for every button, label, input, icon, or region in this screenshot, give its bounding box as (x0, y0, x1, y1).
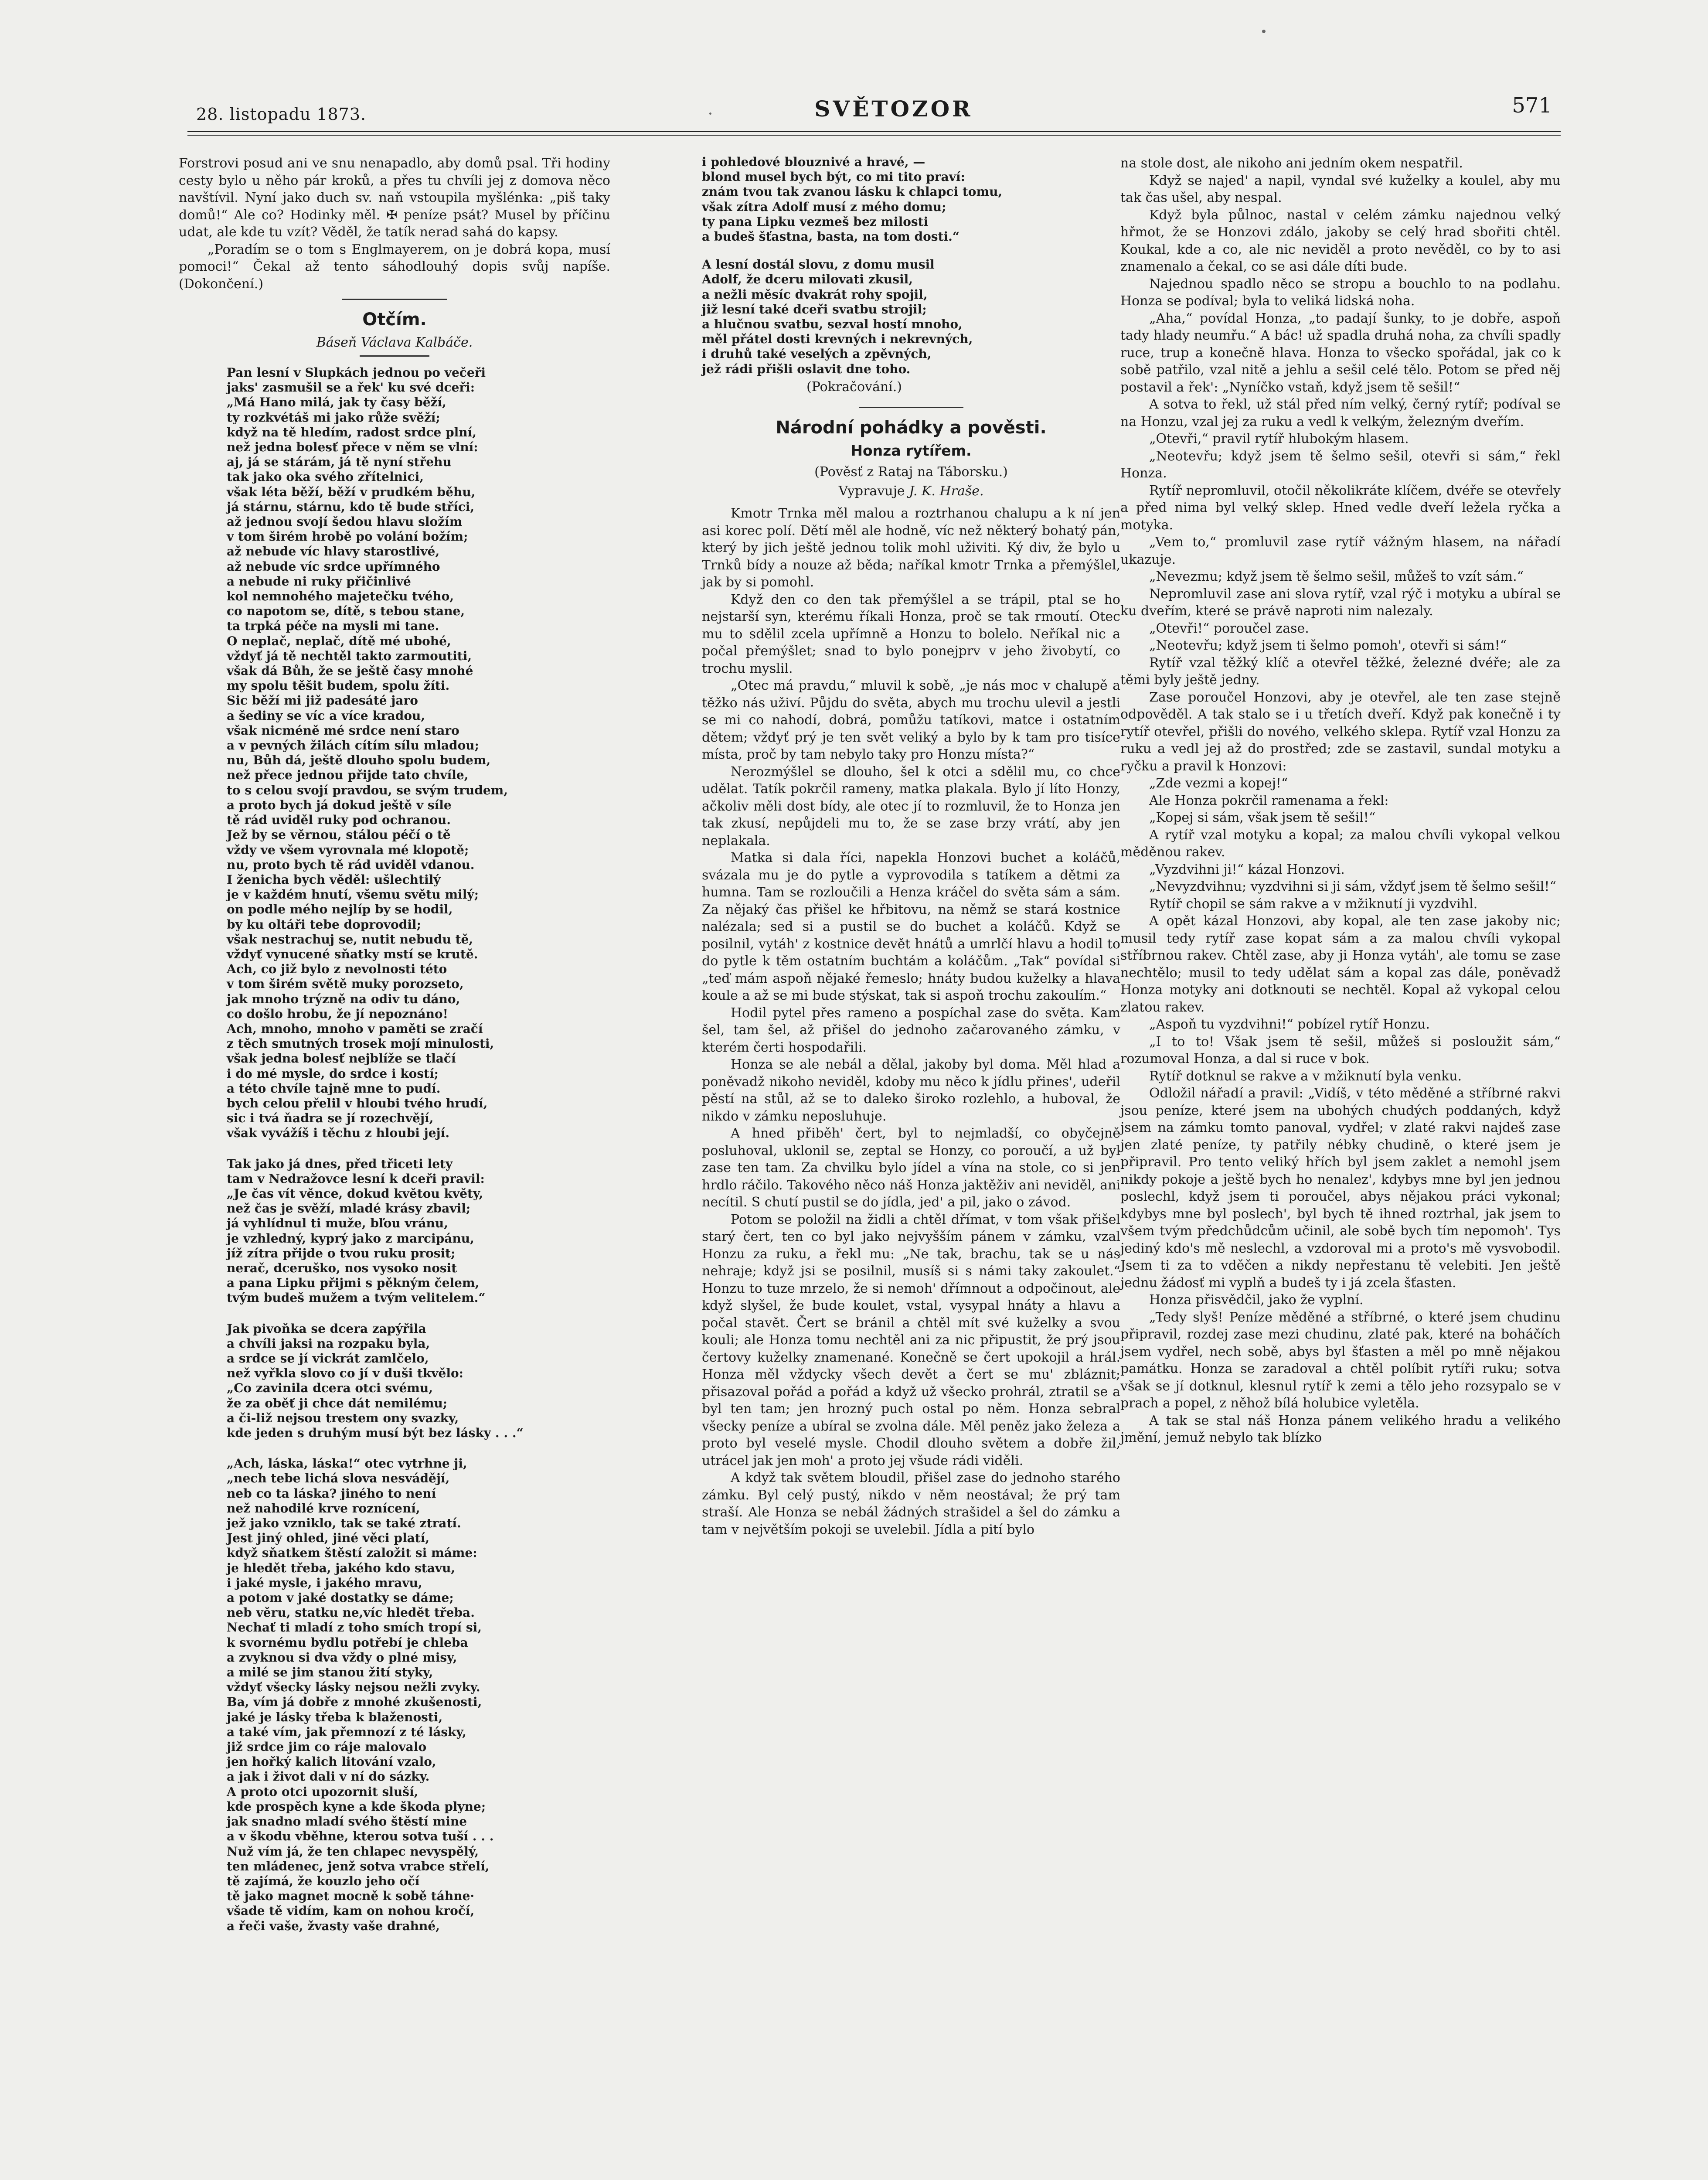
poem-line: než přece jednou přijde tato chvíle, (227, 768, 469, 783)
poem-line: a či-liž nejsou trestem ony svazky, (227, 1410, 459, 1425)
story-paragraph: „I to to! Však jsem tě sešil, můžeš si posloužit sám,“ rozumoval Honza, a dal si ruce v bok. (1120, 1034, 1561, 1066)
poem-line: kde prospěch kyne a kde škoda plyne; (227, 1799, 486, 1814)
poem-line: neb věru, statku ne,víc hledět třeba. (227, 1605, 475, 1620)
prose-continuation-end: „Poradím se o tom s Englmayerem, on je dobrá kopa, musí pomoci!“ Čekal až tento sáhodlouhý dopis svůj napíše. (Dokončení.) (179, 242, 610, 292)
column-1 (179, 155, 610, 1934)
poem-line: my spolu těšit budem, spolu žíti. (227, 678, 450, 693)
poem-line: by ku oltáři tebe doprovodil; (227, 917, 421, 932)
story-paragraph: „Aspoň tu vyzdvihni!“ pobízel rytíř Honzu. (1149, 1017, 1430, 1032)
poem-line: vždyť vynucené sňatky mstí se krutě. (227, 947, 478, 961)
poem-line: O neplač, neplač, dítě mé ubohé, (227, 634, 451, 648)
story-paragraph: Když byla půlnoc, nastal v celém zámku najednou velký hřmot, že se Honzovi zdálo, jakoby se celý hrad sbořiti chtěl. Koukal, kde a co, ale nic neviděl a proto nevěděl, co by to asi znamenalo a čekal, co se asi dále díti bude. (1120, 207, 1561, 274)
story-paragraph: Nepromluvil zase ani slova rytíř, vzal rýč i motyku a ubíral se ku dveřím, které se právě naproti nim nalezaly. (1120, 586, 1561, 619)
poem-line: nu, proto bych tě rád uviděl vdanou. (227, 857, 475, 872)
poem-line: když na tě hledím, radost srdce plní, (227, 425, 477, 439)
poem-line: a srdce se jí vickrát zamlčelo, (227, 1351, 429, 1366)
poem-line: z těch smutných trosek mojí minulosti, (227, 1036, 494, 1051)
poem-line: i druhů také veselých a zpěvných, (702, 347, 932, 361)
story-paragraph: Najednou spadlo něco se stropu a bouchlo to na podlahu. Honza se podíval; byla to veliká lidská noha. (1120, 276, 1561, 309)
poem-line: i do mé mysle, do srdce i kostí; (227, 1066, 439, 1081)
poem-line: sic i tvá ňadra se jí rozechvějí, (227, 1111, 434, 1126)
poem-line: vždyť všecky lásky nejsou nežli zvyky. (227, 1680, 480, 1695)
poem-line: I ženicha bych věděl: ušlechtilý (227, 872, 441, 887)
poem-line: Adolf, že dceru milovati zkusil, (702, 272, 913, 287)
story-byline (702, 483, 1120, 500)
poem-line: tam v Nedražovce lesní k dceři pravil: (227, 1171, 485, 1186)
poem-line: aj, já se stárám, já tě nyní střehu (227, 455, 452, 470)
story-paragraph: Rytíř dotknul se rakve a v mžiknutí byla venku. (1149, 1068, 1462, 1084)
poem-line: když sňatkem štěstí založit si máme: (227, 1546, 477, 1560)
poem-line: až nebude víc hlavy starostlivé, (227, 544, 440, 559)
poem-line: tak jako oka svého zřítelnici, (227, 470, 424, 484)
poem-line: a této chvíle tajně mne to pudí. (227, 1081, 441, 1096)
poem-line: Ach, co již bylo z nevolnosti této (227, 962, 447, 977)
poem-ending-2 (702, 257, 1120, 377)
poem-line: v tom širém hrobě po volání božím; (227, 529, 468, 544)
section-title: Národní pohádky a pověsti. (776, 418, 1047, 438)
poem-line: tě zajímá, že kouzlo jeho očí (227, 1873, 420, 1888)
column-2 (702, 155, 1120, 1538)
story-paragraph: Matka si dala říci, napekla Honzovi buchet a koláčů, svázala mu je do pytle a vyprovodila s tatíkem a dětmi za humna. Tam se rozloučili a Henza kráčel do světa sám a sám. Za nějaký čas přišel ke hřbitovu, na němž se stará kostnice nalézala; sed si a pustil se do buchet a koláčů. Když se posilnil, vytáh' z kostnice devět hnátů a umrlčí hlavu a hodil to do pytle k těm ostatním buchtám a koláčům. „Tak“ povídal si „teď mám aspoň nějaké řemeslo; hnáty budou kuželky a hlava koule a až se mi bude stýskat, tak si aspoň trochu zakoulím.“ (702, 850, 1120, 1004)
poem-author: Báseň Václava Kalbáče. (316, 334, 473, 350)
poem-line: je hledět třeba, jakého kdo stavu, (227, 1560, 456, 1575)
poem-line: již lesní také dceři svatbu strojil; (702, 302, 927, 317)
poem-line: je vzhledný, kyprý jako z marcipánu, (227, 1231, 474, 1246)
poem-line: než čas je svěží, mladé krásy zbavil; (227, 1201, 471, 1216)
poem-line: „Je čas vít věnce, dokud květou květy, (227, 1186, 483, 1201)
poem-line: on podle mého nejlíp by se hodil, (227, 902, 453, 917)
story-paragraph: A hned přiběh' čert, byl to nejmladší, co obyčejně posluhoval, uklonil se, zeptal se Honzy, co poroučí, a už byl zase ten tam. Za chvilku bylo jídel a vína na stole, co si jen hrdlo ráčilo. Takového něco náš Honza jaktěživ ani neviděl, ani necítil. S chutí pustil se do jídla, jed' a pil, jako o závod. (702, 1126, 1120, 1210)
story-paragraph: Rytíř chopil se sám rakve a v mžiknutí ji vyzdvihl. (1149, 896, 1478, 912)
poem-line: však nicméně mé srdce není staro (227, 723, 459, 738)
poem-line: ten mládenec, jenž sotva vrabce střelí, (227, 1859, 490, 1873)
prose-continuation: Forstrovi posud ani ve snu nenapadlo, aby domů psal. Tři hodiny cesty bylo u něho pár kroků, a přes tu chvíli jej z domova něco navštívil. Nyní jako duch sv. naň vstoupila myšlénka: „piš taky domů!“ Ale co? Hodinky měl. ✠ peníze psát? Musel by příčinu udat, ale kde tu vzít? Věděl, že tatík nerad sahá do kapsy. (179, 156, 610, 240)
poem-stanza-1 (179, 365, 610, 1141)
poem-line: jaks' zasmušil se a řek' ku své dceři: (227, 380, 475, 395)
poem-line: jaké je lásky třeba k blaženosti, (227, 1710, 443, 1724)
poem-line: vždy ve všem vyrovnala mé klopotě; (227, 842, 469, 857)
poem-line: a jak i život dali v ní do sázky. (227, 1769, 430, 1784)
poem-line: a zvyknou si dva vždy o plné misy, (227, 1650, 457, 1665)
story-paragraph: Nerozmýšlel se dlouho, šel k otci a sdělil mu, co chce udělat. Tatík pokrčil rameny, matka plakala. Bylo jí líto Honzy, ačkoliv měli dost bídy, ale otec jí to rozmluvil, že to Honza jen tak zkusí, nepůjdeli mu to, že se zase brzy vrátí, aby jen neplakala. (702, 764, 1120, 848)
poem-line: jíž zítra přijde o tvou ruku prosit; (227, 1246, 456, 1260)
poem-line: a budeš šťastna, basta, na tom dosti.“ (702, 229, 959, 244)
poem-line: Sic běží mi již padesáté jaro (227, 693, 418, 708)
poem-line: Ba, vím já dobře z mnohé zkušenosti, (227, 1695, 482, 1710)
poem-line: však léta běží, běží v prudkém běhu, (227, 484, 476, 499)
story-paragraph: „Otevři,“ pravil rytíř hlubokým hlasem. (1149, 431, 1409, 446)
poem-line: jak snadno mladí svého štěstí mine (227, 1814, 467, 1829)
story-paragraph: Odložil nářadí a pravil: „Vidíš, v této měděné a stříbrné rakvi jsou peníze, které jsem na ubohých chudých poddaných, když jsem na zámku tomto panoval, vydřel; v zlaté rakvi najdeš zase jen zlaté peníze, ty patřily nébky chudině, o které jsem je připravil. Pro tento veliký hřích byl jsem zaklet a nemohl jsem nikdy pokoje a ještě bych ho nenalez', kdybys mne byl jen jednou poslechl, když jsem ti poroučel, abys nějakou práci vykonal; kdybys mne byl poslech', byl bych tě ihned roztrhal, jak jsem to všem tvým předchůdcům učinil, ale sobě bych tím nepomoh'. Tys jediný kdo's mě neslechl, a vzdoroval mi a proto's mě vysvobodil. Jsem ti za to vděčen a nikdy nepřestanu tě velebiti. Jen ještě jednu žádosť mi vyplň a budeš ty i já zcela šťasten. (1120, 1086, 1561, 1291)
poem-line: a pana Lipku přijmi s pěkným čelem, (227, 1276, 480, 1291)
poem-line: Ach, mnoho, mnoho v paměti se zračí (227, 1021, 483, 1036)
poem-line: a nežli měsíc dvakrát rohy spojil, (702, 287, 928, 302)
poem-ending (702, 155, 1120, 244)
story-paragraph: „Aha,“ povídal Honza, „to padají šunky, to je dobře, aspoň tady hlady neumřu.“ A bác! už spadla druhá noha, za chvíli spadly ruce, trup a konečně hlava. Honza to všecko spořádal, jak co k sobě patřilo, vzal nitě a jehlu a sešil celé tělo. Potom se před něj postavil a řek': „Nyníčko vstaň, když jsem tě sešil!“ (1120, 310, 1561, 395)
poem-line: „Ach, láska, láska!“ otec vytrhne ji, (227, 1456, 467, 1471)
print-speck (709, 112, 711, 115)
poem-line: jež rádi přišli oslavit dne toho. (702, 361, 911, 376)
poem-line: Tak jako já dnes, před třiceti lety (227, 1156, 453, 1171)
divider (859, 407, 963, 408)
poem-line: a v pevných žilách cítím sílu mladou; (227, 738, 479, 753)
poem-line: co napotom se, dítě, s tebou stane, (227, 604, 465, 619)
poem-line: a šediny se víc a více kradou, (227, 708, 425, 723)
page-number: 571 (1512, 93, 1552, 118)
story-paragraph: „Vyzdvihni ji!“ kázal Honzovi. (1149, 862, 1345, 877)
poem-line: nu, Bůh dá, ještě dlouho spolu budem, (227, 753, 491, 768)
story-body-continued (1120, 155, 1561, 1447)
poem-continued-note: (Pokračování.) (806, 379, 902, 395)
poem-line: ta trpká péče na mysli mi tane. (227, 619, 439, 634)
poem-line: znám tvou tak zvanou lásku k chlapci tomu, (702, 184, 1003, 199)
story-paragraph: Potom se položil na židli a chtěl dřímat, v tom však přišel starý čert, ten co byl jako nejvyšším pánem v zámku, vzal Honzu za ruku, a řekl mu: „Ne tak, brachu, tak se u nás nehraje; když jsi se posilnil, musíš si s námi taky zakoulet.“ Honzu to tuze mrzelo, že si nemoh' dřímnout a odpočinout, ale když slyšel, že bude koulet, vstal, vysypal hnáty a hlavu a počal stavět. Čert se bránil a chtěl mít své kuželky a svou kouli; ale Honza tomu nechtěl ani za nic připustit, že prý jsou čertovy kuželky znamenané. Konečně se čert upokojil a hrál. Honza měl vždycky všech devět a čert se mu' zbláznit; přisazoval pořád a pořád a když už všecko prohrál, ztratil se a byl ten tam; jen hrozný puch ostal po něm. Honza sebral všecky peníze a ubíral se zvolna dále. Měl peněz jako železa a proto byl veselé mysle. Chodil dlouho světem a dobře žil, utrácel jak jen moh' a proto jej všude rádi viděli. (702, 1212, 1120, 1468)
poem-line: ty pana Lipku vezmeš bez milosti (702, 214, 929, 229)
poem-line: je v každém hnutí, všemu světu milý; (227, 887, 479, 902)
story-paragraph: „Nevezmu; když jsem tě šelmo sešil, můžeš to vzít sám.“ (1149, 569, 1524, 584)
story-paragraph: Rytíř nepromluvil, otočil několikráte klíčem, dvéře se otevřely a před nima byl velký sklep. Hned vedle dveří ležela ryčka a motyka. (1120, 483, 1561, 533)
poem-line: bych celou přelil v hloubi tvého hrudí, (227, 1096, 488, 1110)
poem-line: Pan lesní v Slupkách jednou po večeři (227, 365, 486, 380)
story-origin: (Pověsť z Rataj na Táborsku.) (814, 464, 1008, 480)
story-paragraph: A když tak světem bloudil, přišel zase do jednoho starého zámku. Byl celý pustý, nikdo v něm neostával; že prý tam straší. Ale Honza se nebál žádných strašidel a šel do zámku a tam v největším pokoji se uvelebil. Jídla a pití bylo (702, 1470, 1120, 1537)
poem-line: jež jako vzniklo, tak se také ztratí. (227, 1516, 461, 1531)
poem-line: však dá Bůh, že se ještě časy mnohé (227, 664, 473, 678)
story-paragraph: „Neotevřu; když jsem tě šelmo sešil, otevři si sám,“ řekl Honza. (1120, 448, 1561, 481)
column-3 (1120, 155, 1561, 1447)
poem-line: „Co zavinila dcera otci svému, (227, 1381, 433, 1396)
poem-line: a milé se jim stanou žití styky, (227, 1665, 433, 1680)
poem-line: vždyť já tě nechtěl takto zarmoutiti, (227, 648, 472, 663)
poem-line: Nuž vím já, že ten chlapec nevyspělý, (227, 1844, 479, 1859)
poem-line: všade tě vidím, kam on nohou kročí, (227, 1904, 475, 1918)
issue-date: 28. listopadu 1873. (196, 105, 367, 124)
poem-line: „nech tebe lichá slova nesvádějí, (227, 1471, 450, 1486)
story-paragraph: „Vem to,“ promluvil zase rytíř vážným hlasem, na nářadí ukazuje. (1120, 535, 1561, 567)
story-paragraph: „Kopej si sám, však jsem tě sešil!“ (1149, 810, 1376, 825)
poem-line: já vyhlídnul ti muže, bľou vránu, (227, 1216, 449, 1231)
poem-line: k svornému bydlu potřebí je chleba (227, 1635, 468, 1650)
poem-line: než nahodilé krve roznícení, (227, 1501, 420, 1516)
poem-line: A proto otci upozornit sluší, (227, 1784, 418, 1799)
poem-line: již srdce jim co ráje malovalo (227, 1740, 427, 1754)
poem-line: ty rozkvétáš mi jako růže svěží; (227, 410, 440, 425)
divider (360, 355, 429, 357)
poem-line: kde jeden s druhým musí být bez lásky . . .“ (227, 1426, 524, 1441)
poem-line: Jest jiný ohled, jiné věci platí, (227, 1531, 430, 1546)
poem-line: jak mnoho trýzně na odiv tu dáno, (227, 991, 460, 1006)
poem-line: v tom širém světě muky porozseto, (227, 977, 464, 991)
story-paragraph: A opět kázal Honzovi, aby kopal, ale ten zase jakoby nic; musil tedy rytíř zase kopat sám a za malou chvíli vykopal stříbrnou rakev. Chtěl zase, aby ji Honza vytáh', ale tomu se zase nechtělo; musil to tedy udělat sám a kopal zas dále, poněvadž Honza motyky ani dotknouti se nechtěl. Kopal až vykopal celou zlatou rakev. (1120, 913, 1561, 1015)
poem-line: i jaké mysle, i jakého mravu, (227, 1575, 422, 1590)
story-paragraph: Zase poroučel Honzovi, aby je otevřel, ale ten zase stejně odpověděl. A tak stalo se i u třetích dveří. Když pak konečně i ty rytíř otevřel, přišli do nového, velkého sklepa. Rytíř vzal Honzu za ruku a vedl jej až do prostřed; zde se zastavil, sundal motyku a ryčku a pravil k Honzovi: (1120, 689, 1561, 774)
poem-title: Otčím. (362, 310, 427, 330)
story-paragraph: „Tedy slyš! Peníze měděné a stříbrné, o které jsem chudinu připravil, rozdej zase mezi chudinu, zlaté pak, které na boháčích jsem vydřel, nech sobě, abys byl šťasten a měl po mně nějakou památku. Honza se zaradoval a chtěl políbit rytíři ruku; sotva však se jí dotknul, klesnul rytíř k zemi a tělo jeho rozsypalo se v prach a popel, z něhož bílá holubice vyletěla. (1120, 1309, 1561, 1411)
story-paragraph: Kmotr Trnka měl malou a roztrhanou chalupu a k ní jen asi korec polí. Dětí měl ale hodně, víc než některý bohatý pán, který by jich ještě jednou tolik mohl uživiti. Ký div, že bylo u Trnků bídy a nouze až běda; naříkal kmotr Trnka a přemýšlel, jak by si pomohl. (702, 506, 1120, 590)
poem-line: až nebude víc srdce upřímného (227, 559, 440, 574)
story-paragraph: Hodil pytel přes rameno a pospíchal zase do světa. Kam šel, tam šel, až přišel do jednoho začarovaného zámku, v kterém čerti hospodařili. (702, 1005, 1120, 1055)
poem-line: to s celou svojí pravdou, se svým trudem, (227, 783, 508, 797)
story-paragraph: A rytíř vzal motyku a kopal; za malou chvíli vykopal velkou měděnou rakev. (1120, 827, 1561, 860)
story-paragraph: „Neotevřu; když jsem ti šelmo pomoh', otevři si sám!“ (1149, 638, 1507, 653)
poem-stanza-4 (179, 1456, 610, 1934)
poem-line: však nestrachuj se, nutit nebudu tě, (227, 932, 473, 947)
story-paragraph: Rytíř vzal těžký klíč a otevřel těžké, železné dvéře; ale za těmi byly ještě jedny. (1120, 655, 1561, 688)
poem-line: a potom v jaké dostatky se dáme; (227, 1591, 454, 1605)
poem-line: a proto bych já dokud ještě v síle (227, 797, 452, 812)
story-paragraph: Honza přisvědčil, jako že vyplní. (1149, 1292, 1364, 1308)
poem-line: já stárnu, stárnu, kdo tě bude stříci, (227, 499, 475, 514)
poem-line: měl přátel dosti krevných i nekrevných, (702, 332, 973, 347)
poem-line: kol nemnohého majetečku tvého, (227, 589, 454, 604)
story-title: Honza rytířem. (851, 442, 972, 459)
poem-line: jen hořký kalich litování vzalo, (227, 1754, 436, 1769)
poem-line: že za oběť ji chce dát nemilému; (227, 1396, 448, 1410)
poem-stanza-3 (179, 1322, 610, 1441)
story-paragraph: Když se najed' a napil, vyndal své kuželky a koulel, aby mu tak čas ušel, aby nespal. (1120, 173, 1561, 205)
poem-line: a v škodu vběhne, kterou sotva tuší . . . (227, 1829, 494, 1844)
print-speck (1262, 30, 1266, 33)
poem-line: než vyřkla slovo co jí v duši tkvělo: (227, 1366, 463, 1381)
story-paragraph: Ale Honza pokrčil ramenama a řekl: (1149, 793, 1389, 808)
poem-line: tvým budeš mužem a tvým velitelem.“ (227, 1291, 486, 1305)
poem-line: „Má Hano milá, jak ty časy běží, (227, 395, 446, 410)
poem-line: a nebude ni ruky přičinlivé (227, 574, 411, 589)
byline-prefix: Vypravuje (838, 483, 905, 499)
poem-line: co došlo hrobu, že jí nepoznáno! (227, 1006, 448, 1021)
header-rule (187, 131, 1561, 136)
poem-line: Nechať ti mladí z toho smích tropí si, (227, 1620, 482, 1635)
poem-line: blond musel bych být, co mi tito praví: (702, 170, 965, 184)
poem-line: a také vím, jak přemnozí z té lásky, (227, 1724, 466, 1739)
poem-line: neb co ta láska? jiného to není (227, 1486, 436, 1501)
journal-title: SVĚTOZOR (814, 96, 973, 122)
poem-line: Jež by se věrnou, stálou péčí o tě (227, 828, 451, 842)
poem-line: i pohledové blouznivé a hravé, — (702, 155, 925, 169)
story-paragraph: A tak se stal náš Honza pánem velikého hradu a velikého jmění, jemuž nebylo tak blízko (1120, 1413, 1561, 1445)
story-paragraph: Když den co den tak přemýšlel a se trápil, ptal se ho nejstarší syn, kterému říkali Honza, proč se tak rmoutí. Otec mu to sdělil zcela upřímně a Honzu to bolelo. Neříkal nic a počal přemýšlet; snad to bylo ponejprv v jeho živobytí, co trochu myslil. (702, 592, 1120, 676)
story-paragraph: „Otec má pravdu,“ mluvil k sobě, „je nás moc v chalupě a těžko nás uživí. Půjdu do světa, abych mu trochu ulevil a jestli se mi co nahodí, dobrá, pomůžu tatíkovi, matce i ostatním dětem; vždyť prý je ten svět veliký a bylo by k tam pro tisíce místa, proč by tam nebylo taky pro Honzu místa?“ (702, 678, 1120, 763)
poem-line: však jedna bolesť nejblíže se tlačí (227, 1051, 456, 1066)
poem-line: A lesní dostál slovu, z domu musil (702, 257, 935, 272)
poem-line: a chvíli jaksi na rozpaku byla, (227, 1336, 430, 1351)
story-paragraph: A sotva to řekl, už stál před ním velký, černý rytíř; podíval se na Honzu, vzal jej za ruku a vedl k velkým, železným dveřím. (1120, 397, 1561, 429)
poem-line: však zítra Adolf musí z mého domu; (702, 199, 946, 214)
story-paragraph: Honza se ale nebál a dělal, jakoby byl doma. Měl hlad a poněvadž nikoho neviděl, kdoby mu něco k jídlu přines', udeřil pěstí na stůl, až se to daleko široko rozlehlo, a huboval, že nikdo v zámku neposluhuje. (702, 1057, 1120, 1124)
poem-line: však vyvážíš i těchu z hloubi její. (227, 1126, 450, 1141)
poem-line: a řeči vaše, žvasty vaše drahné, (227, 1918, 440, 1933)
story-body (702, 505, 1120, 1538)
poem-line: nerač, dceruško, nos vysoko nosit (227, 1260, 457, 1275)
poem-line: tě jako magnet mocně k sobě táhne· (227, 1889, 475, 1904)
story-paragraph: „Zde vezmi a kopej!“ (1149, 776, 1288, 791)
poem-stanza-2 (179, 1157, 610, 1306)
poem-line: Jak pivoňka se dcera zapýřila (227, 1321, 426, 1336)
divider (342, 299, 447, 300)
page-header (187, 87, 1561, 135)
poem-line: a hlučnou svatbu, sezval hostí mnoho, (702, 317, 963, 332)
poem-line: až jednou svojí šedou hlavu složím (227, 514, 463, 529)
poem-line: tě rád uviděl ruky pod ochranou. (227, 813, 451, 828)
story-paragraph: na stole dost, ale nikoho ani jedním okem nespatřil. (1120, 156, 1463, 171)
poem-line: než jedna bolesť přece v něm se vlní: (227, 440, 478, 455)
story-author: J. K. Hraše. (909, 483, 984, 499)
story-paragraph: „Nevyzdvihnu; vyzdvihni si ji sám, vždyť jsem tě šelmo sešil!“ (1149, 879, 1556, 894)
story-paragraph: „Otevři!“ poroučel zase. (1149, 620, 1309, 636)
